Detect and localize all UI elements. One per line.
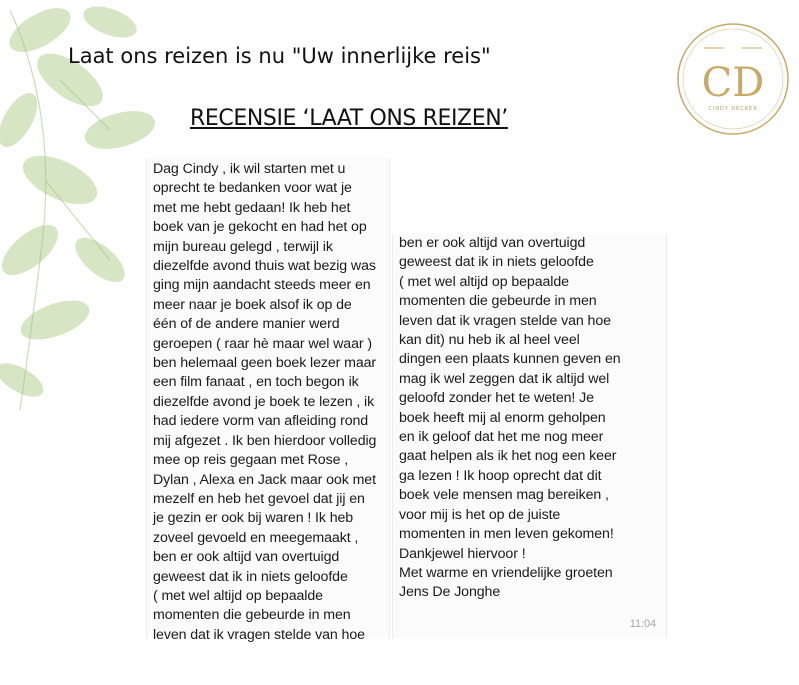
message-line: Jens De Jonghe: [399, 584, 501, 601]
message-line: mij afgezet . Ik ben hierdoor volledig: [153, 432, 377, 449]
message-line: mezelf en heb het gevoel dat jij en: [153, 490, 365, 507]
message-line: ben er ook altijd van overtuigd: [153, 549, 340, 566]
message-screenshot-left: [146, 158, 390, 643]
message-line: kan dit) nu heb ik al heel veel: [399, 332, 580, 349]
logo-name: CINDY DECKER: [708, 106, 758, 112]
message-line: met me hebt gedaan! Ik heb het: [153, 199, 351, 216]
review-heading: RECENSIE ‘LAAT ONS REIZEN’: [190, 106, 508, 131]
message-line: diezelfde avond je boek te lezen , ik: [153, 393, 375, 410]
message-line: Dylan , Alexa en Jack maar ook met: [153, 471, 376, 488]
message-line: mee op reis gegaan met Rose ,: [153, 452, 349, 469]
message-line: Dag Cindy , ik wil starten met u: [153, 161, 346, 177]
message-line: ging mijn aandacht steeds meer en: [153, 277, 371, 294]
page-title: Laat ons reizen is nu "Uw innerlijke reis": [68, 44, 491, 68]
message-line: gaat helpen als ik het nog een keer: [399, 448, 617, 465]
message-line: Dankjewel hiervoor !: [399, 545, 526, 562]
message-line: leven dat ik vragen stelde van hoe: [399, 312, 611, 329]
message-line: mag ik wel zeggen dat ik altijd wel: [399, 370, 610, 387]
logo-monogram: CD: [701, 60, 765, 106]
message-line: momenten in men leven gekomen!: [399, 526, 614, 543]
message-line: voor mij is het op de juiste: [399, 506, 561, 523]
message-line: zoveel gevoeld en meegemaakt ,: [153, 529, 359, 546]
message-line: een film fanaat , en toch begon ik: [153, 374, 359, 391]
message-line: Met warme en vriendelijke groeten: [399, 564, 613, 581]
message-line: geweest dat ik in niets geloofde: [153, 568, 348, 585]
message-line: had iedere vorm van afleiding rond: [153, 413, 369, 430]
message-line: boek vele mensen mag bereiken ,: [399, 487, 609, 504]
message-timestamp: 11:04: [629, 617, 656, 630]
message-line: boek van je gekocht en had het op: [153, 219, 367, 236]
message-line: één of de andere manier werd: [153, 316, 340, 333]
message-line: diezelfde avond thuis wat bezig was: [153, 258, 376, 275]
message-line: leven dat ik vragen stelde van hoe: [153, 626, 365, 643]
message-line: meer naar je boek alsof ik op de: [153, 296, 352, 313]
message-line: geloofd zonder het te weten! Je: [399, 390, 594, 407]
message-line: ben helemaal geen boek lezer maar: [153, 355, 377, 372]
cd-logo: [674, 20, 792, 138]
message-line: geroepen ( raar hè maar wel waar ): [153, 335, 372, 352]
message-line: momenten die gebeurde in men: [399, 293, 597, 310]
message-screenshot-right: [392, 234, 667, 638]
message-line: ga lezen ! Ik hoop oprecht dat dit: [399, 467, 602, 484]
message-line: boek heeft mij al enorm geholpen: [399, 409, 606, 426]
message-line: ( met wel altijd op bepaalde: [153, 587, 323, 604]
message-line: momenten die gebeurde in men: [153, 607, 351, 624]
message-line: oprecht te bedanken voor wat je: [153, 180, 352, 197]
message-line: dingen een plaats kunnen geven en: [399, 351, 621, 368]
message-line: mijn bureau gelegd , terwijl ik: [153, 238, 333, 255]
message-line: ben er ook altijd van overtuigd: [399, 235, 586, 251]
message-line: je gezin er ook bij waren ! Ik heb: [153, 510, 354, 527]
message-line: ( met wel altijd op bepaalde: [399, 273, 569, 290]
message-line: geweest dat ik in niets geloofde: [399, 254, 594, 271]
message-line: en ik geloof dat het me nog meer: [399, 429, 604, 446]
